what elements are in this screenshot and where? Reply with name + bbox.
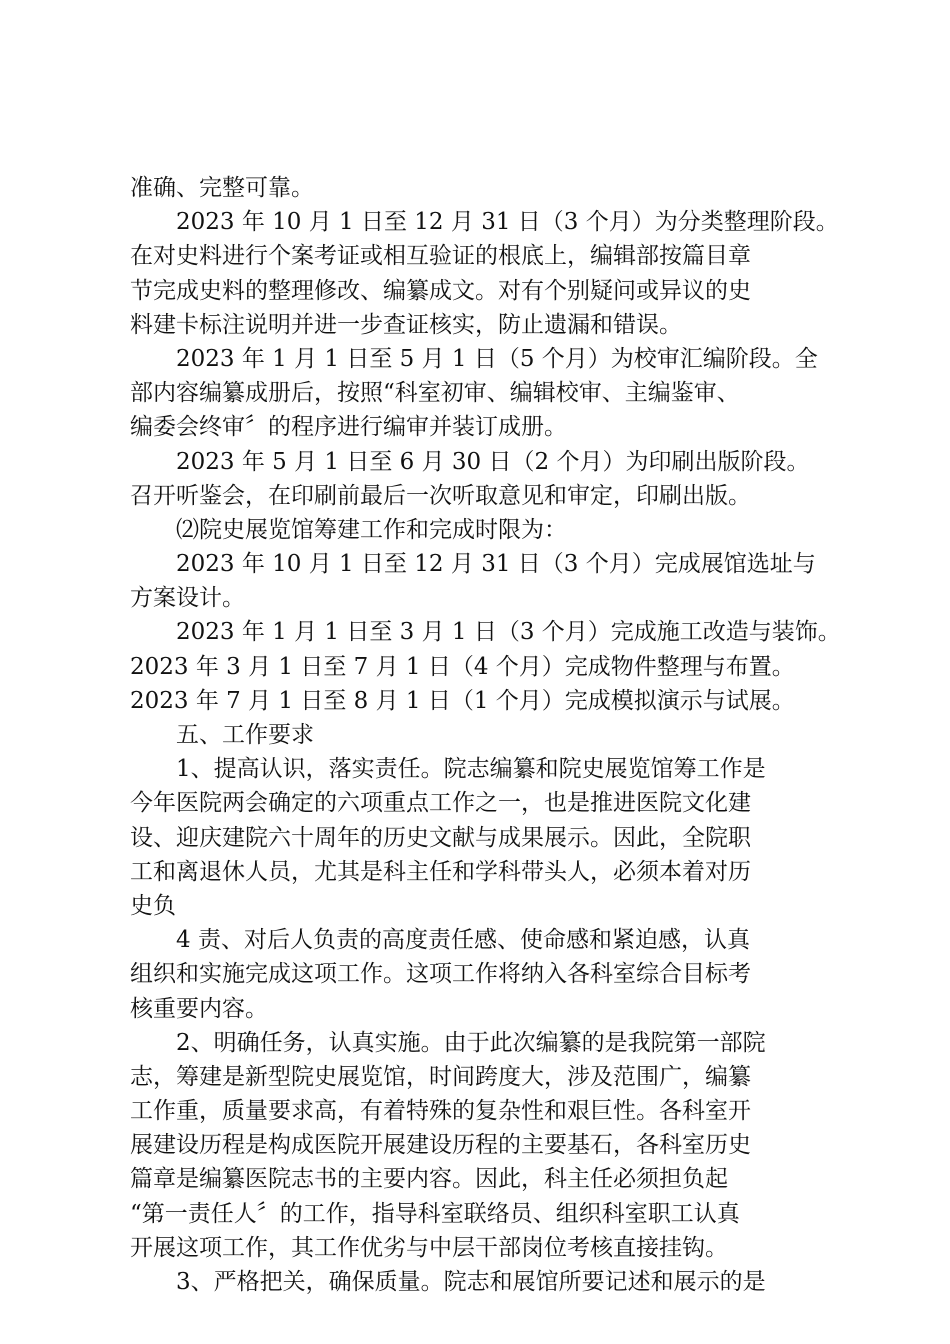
text-line: 准确、完整可靠。: [130, 175, 314, 201]
text-line: 今年医院两会确定的六项重点工作之一，也是推进医院文化建: [130, 790, 751, 817]
text-line: 2023 年 10 月 1 日至 12 月 31 日（3 个月）为分类整理阶段。: [176, 209, 839, 236]
text-line: 核重要内容。: [130, 995, 268, 1022]
text-line: 节完成史料的整理修改、编纂成文。对有个别疑问或异议的史: [130, 277, 751, 304]
text-line: 2023 年 7 月 1 日至 8 月 1 日（1 个月）完成模拟演示与试展。: [130, 687, 795, 714]
text-line: 2023 年 10 月 1 日至 12 月 31 日（3 个月）完成展馆选址与: [176, 551, 816, 578]
text-line: 2、明确任务，认真实施。由于此次编纂的是我院第一部院: [176, 1029, 766, 1056]
text-line: 工和离退休人员，尤其是科主任和学科带头人，必须本着对历: [130, 858, 751, 885]
text-line: ⑵院史展览馆筹建工作和完成时限为：: [176, 516, 567, 543]
text-line: 方案设计。: [130, 585, 245, 612]
text-line: 开展这项工作，其工作优劣与中层干部岗位考核直接挂钩。: [130, 1234, 728, 1261]
text-line: 篇章是编纂医院志书的主要内容。因此，科主任必须担负起: [130, 1166, 728, 1193]
text-line: 编委会终审〞的程序进行编审并装订成册。: [130, 414, 567, 441]
text-line: 2023 年 1 月 1 日至 5 月 1 日（5 个月）为校审汇编阶段。全: [176, 345, 818, 372]
text-line: 设、迎庆建院六十周年的历史文献与成果展示。因此，全院职: [130, 824, 751, 851]
text-line: 志，筹建是新型院史展览馆，时间跨度大，涉及范围广，编纂: [130, 1063, 751, 1090]
text-line: 部内容编纂成册后，按照“科室初审、编辑校审、主编鉴审、: [130, 380, 740, 407]
text-line: 五、工作要求: [176, 722, 314, 748]
text-line: 4 责、对后人负责的高度责任感、使命感和紧迫感，认真: [176, 927, 750, 954]
text-line: “第一责任人〞的工作，指导科室联络员、组织科室职工认真: [130, 1200, 740, 1227]
document-body: [130, 171, 850, 1299]
text-line: 组织和实施完成这项工作。这项工作将纳入各科室综合目标考: [130, 961, 751, 988]
text-line: 在对史料进行个案考证或相互验证的根底上，编辑部按篇目章: [130, 243, 751, 270]
text-line: 2023 年 1 月 1 日至 3 月 1 日（3 个月）完成施工改造与装饰。: [176, 619, 841, 646]
text-line: 料建卡标注说明并进一步查证核实，防止遗漏和错误。: [130, 311, 682, 338]
text-line: 2023 年 5 月 1 日至 6 月 30 日（2 个月）为印刷出版阶段。: [176, 448, 810, 475]
text-line: 3、严格把关，确保质量。院志和展馆所要记述和展示的是: [176, 1269, 766, 1295]
text-line: 展建设历程是构成医院开展建设历程的主要基石，各科室历史: [130, 1132, 751, 1159]
text-line: 1、提高认识，落实责任。院志编纂和院史展览馆筹工作是: [176, 756, 766, 783]
text-line: 工作重，质量要求高，有着特殊的复杂性和艰巨性。各科室开: [130, 1098, 751, 1125]
text-line: 史负: [130, 892, 176, 919]
text-line: 召开听鉴会，在印刷前最后一次听取意见和审定，印刷出版。: [130, 482, 751, 509]
text-line: 2023 年 3 月 1 日至 7 月 1 日（4 个月）完成物件整理与布置。: [130, 653, 795, 680]
